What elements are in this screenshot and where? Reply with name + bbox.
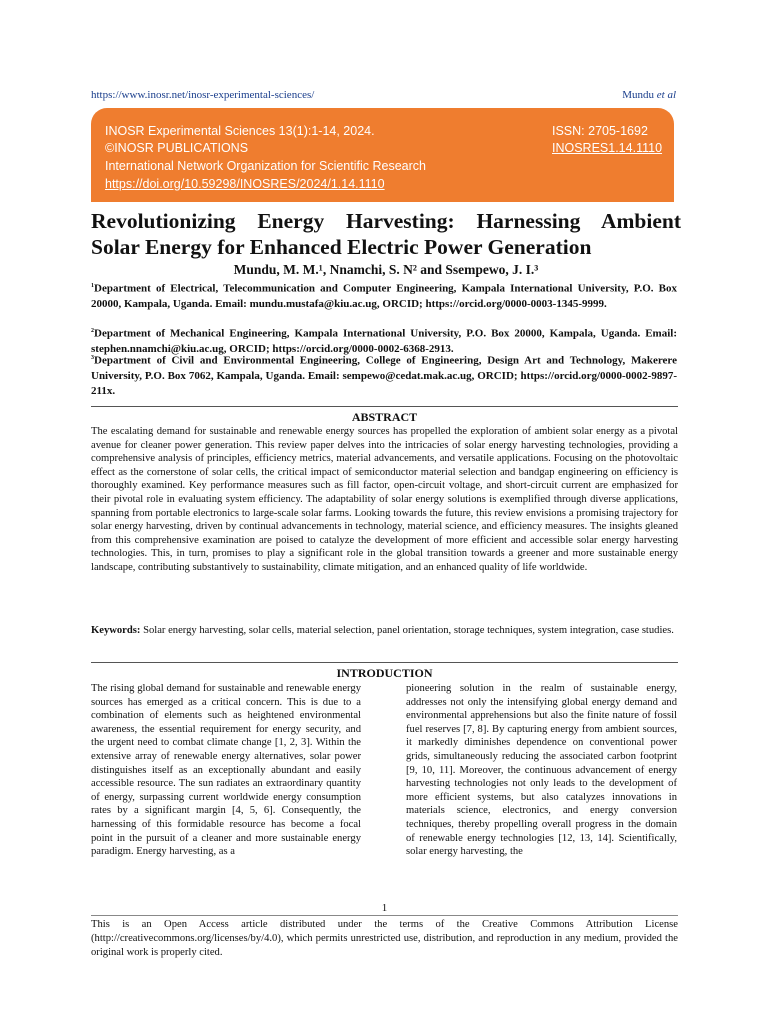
doi-link[interactable]: https://doi.org/10.59298/INOSRES/2024/1.14.1110 <box>105 177 385 191</box>
license-notice: This is an Open Access article distributed under the terms of the Creative Commons Attribution License (http://creativecommons.org/licenses/by/4.0), which permits unrestricted use, distribution, and reproduction in any medium, provided the original work is properly cited. <box>91 919 678 958</box>
introduction-column-1: The rising global demand for sustainable and renewable energy sources has emerged as a critical concern. This is due to a combination of elements such as heightened environmental awareness, the essential requirement for energy security, and the urgent need to combat climate change [1, 2, 3]. Within the extensive array of renewable energy alternatives, solar power distinguishes itself as an exceptionally abundant and easily accessible resource. The sun radiates an extraordinary quantity of energy, surpassing current worldwide energy consumption rates by a significant margin [4, 5, 6]. Consequently, the harnessing of this formidable resource has become a focal point in the pursuit of a cleaner and more sustainable energy paradigm. Energy harvesting, as a <box>91 683 361 858</box>
affiliation-3 <box>91 351 677 399</box>
affiliation-1 <box>91 279 677 312</box>
journal-url-link[interactable]: https://www.inosr.net/inosr-experimental-sciences/ <box>91 89 315 101</box>
running-author-name: Mundu <box>622 89 654 101</box>
paper-title <box>91 208 681 260</box>
footer-divider <box>91 915 678 916</box>
divider <box>91 406 678 407</box>
keywords-label: Keywords: <box>91 625 141 636</box>
organization-line: International Network Organization for Scientific Research <box>105 159 426 173</box>
journal-line: INOSR Experimental Sciences 13(1):1-14, 2024. <box>105 124 375 138</box>
divider <box>91 662 678 663</box>
keywords-text: Solar energy harvesting, solar cells, material selection, panel orientation, storage techniques, system integration, case studies. <box>140 625 674 636</box>
affiliation-marker: 3 <box>91 355 94 361</box>
abstract-heading: ABSTRACT <box>351 410 418 424</box>
keywords <box>91 624 678 638</box>
affiliation-marker: 1 <box>91 283 94 289</box>
title-line-2: Solar Energy for Enhanced Electric Power Generation <box>91 235 592 259</box>
affiliation-text: Department of Electrical, Telecommunication and Computer Engineering, Kampala International University, P.O. Box 20000, Kampala, Uganda. Email: mundu.mustafa@kiu.ac.ug, ORCID; https://orcid.org/0000-0003-1345-9999. <box>91 282 677 310</box>
running-author-suffix: et al <box>656 89 676 101</box>
publisher-line: ©INOSR PUBLICATIONS <box>105 141 249 155</box>
introduction-column-2: pioneering solution in the realm of sustainable energy, addresses not only the intensifying global energy demand and environmental apprehensions but also the finite nature of fossil fuel reserves [7, 8]. By capturing energy from ambient sources, it markedly diminishes dependence on conventional power grids, simultaneously reducing the associated carbon footprint [9, 10, 11]. Moreover, the continuous advancement of energy harvesting technologies not only leads to the development of more efficient systems, but also catalyzes innovations in materials science, electronics, and energy conversion techniques, thereby propelling overall progress in the domain of renewable energy technologies [12, 13, 14]. Scientifically, solar energy harvesting, the <box>406 683 677 858</box>
page-number: 1 <box>381 902 388 914</box>
abstract-body: The escalating demand for sustainable and renewable energy sources has propelled the exploration of ambient solar energy as a pivotal avenue for cleaner power generation. This review paper delves into the intricacies of solar energy harvesting technologies, providing a comprehensive analysis of principles, efficiency metrics, material advancements, and versatile applications. Focusing on the photovoltaic effect as the cornerstone of solar cells, the critical impact of semiconductor material selection and bandgap engineering on efficiency is thoroughly examined. Key performance measures such as fill factor, open-circuit voltage, and short-circuit current are emphasized for their pivotal role in evaluating system efficiency. The adaptability of solar energy solutions is exemplified through diverse applications, spanning from portable electronics to large-scale solar farms. Looking towards the future, this review envisions a promising trajectory for solar energy harvesting, driven by continual advancements in technology, material science, and efficiency measures. The insights gleaned from this comprehensive examination are poised to catalyze the development of more efficient and accessible solar energy harvesting technologies. This, in turn, promises to play a significant role in the global transition towards a greener and more sustainable energy landscape, contributing substantively to sustainability, climate mitigation, and an enhanced quality of life worldwide. <box>91 426 678 573</box>
journal-banner <box>91 108 674 202</box>
affiliation-text: Department of Civil and Environmental Engineering, College of Engineering, Design Art and Technology, Makerere University, P.O. Box 7062, Kampala, Uganda. Email: sempewo@cedat.mak.ac.ug, ORCID; https://orcid.org/0000-0002-9897-211x. <box>91 354 677 397</box>
introduction-heading: INTRODUCTION <box>336 666 433 680</box>
running-author <box>622 89 676 101</box>
author-list: Mundu, M. M.¹, Nnamchi, S. N² and Ssempewo, J. I.³ <box>233 262 539 277</box>
affiliation-text: Department of Mechanical Engineering, Kampala International University, P.O. Box 20000, Kampala, Uganda. Email: stephen.nnamchi@kiu.ac.ug, ORCID; https://orcid.org/0000-0002-6368-2913. <box>91 327 677 355</box>
issn: ISSN: 2705-1692 <box>552 124 648 138</box>
title-line-1: Revolutionizing Energy Harvesting: Harnessing Ambient <box>91 209 681 233</box>
affiliation-marker: 2 <box>91 328 94 334</box>
article-code-link[interactable]: INOSRES1.14.1110 <box>552 141 663 155</box>
